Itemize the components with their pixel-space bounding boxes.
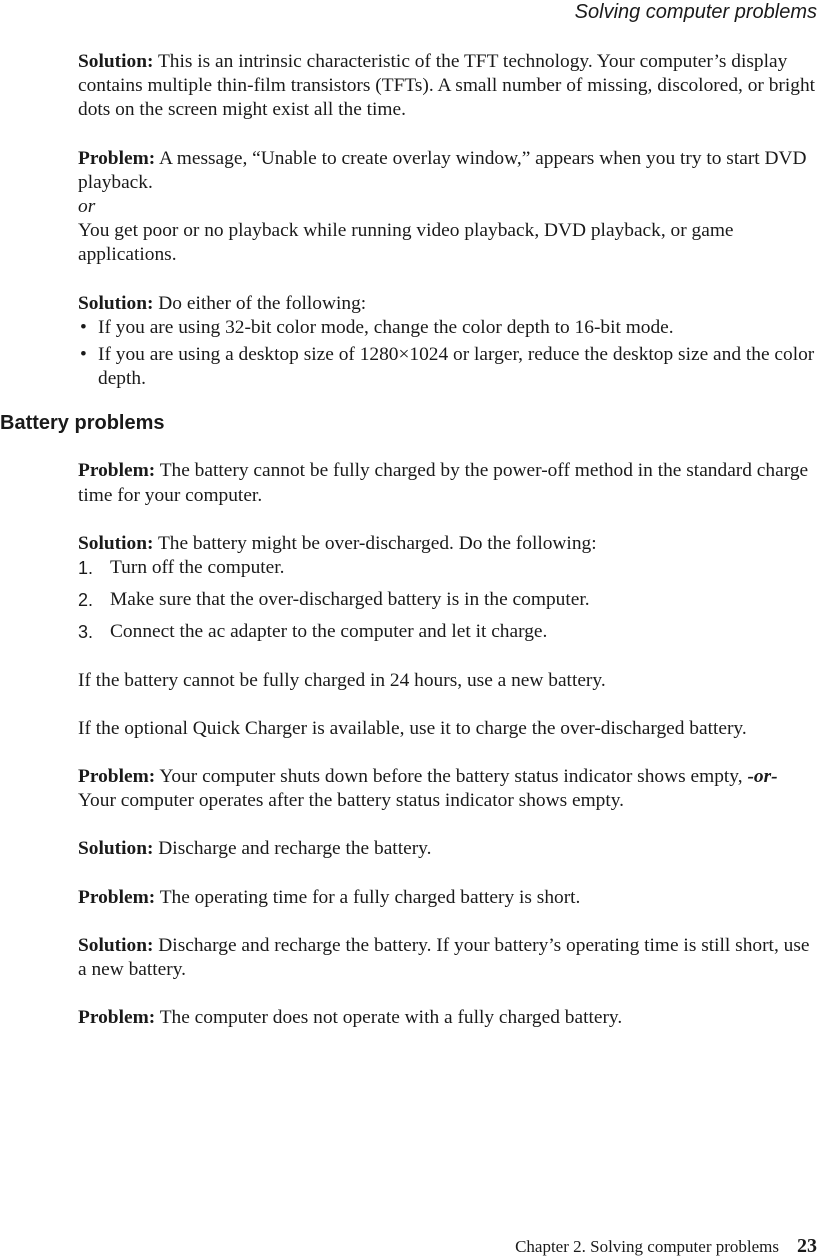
section-heading-battery-problems: Battery problems [0, 412, 165, 435]
battery-problem-1: Problem: The battery cannot be fully charged by the power-off method in the standard charge time for your computer. [78, 460, 809, 506]
list-item: • If you are using a desktop size of 1280×1024 or larger, reduce the desktop size and the color depth. [80, 344, 815, 390]
battery-problem-3: Problem: The operating time for a fully charged battery is short. [78, 886, 581, 908]
battery-solution-2: Solution: Discharge and recharge the battery. [78, 838, 432, 860]
list-item: • If you are using 32-bit color mode, change the color depth to 16-bit mode. [78, 316, 816, 340]
footer-chapter: Chapter 2. Solving computer problems [515, 1237, 779, 1256]
step-number: 3. [78, 622, 94, 643]
problem-label: Problem: [78, 460, 156, 482]
battery-problem-4: Problem: The computer does not operate with a fully charged battery. [78, 1007, 623, 1029]
battery-solution-1: Solution: The battery might be over-discharged. Do the following: [78, 532, 597, 554]
running-header: Solving computer problems [574, 1, 817, 23]
list-item: 3. Connect the ac adapter to the computer and let it charge. [78, 620, 816, 644]
display-solution-1-text: This is an intrinsic characteristic of the TFT technology. Your computer’s display contains multiple thin-film transistors (TFTs). A small number of missing, discolored, or bright dots on the screen might exist all the time. [78, 51, 816, 121]
display-solution-2 [78, 292, 816, 316]
solution-label: Solution: [78, 934, 154, 956]
solution-bullet-list [78, 316, 816, 392]
or-separator: or [78, 196, 96, 218]
battery-note-2: If the optional Quick Charger is available, use it to charge the over-discharged battery. [78, 717, 747, 739]
solution-label: Solution: [78, 532, 154, 554]
display-problem-2 [78, 147, 816, 268]
problem-label: Problem: [78, 147, 156, 169]
display-problem-2-text: A message, “Unable to create overlay window,” appears when you try to start DVD playback. [78, 147, 807, 193]
bullet-marker: • [80, 344, 87, 366]
page-footer [515, 1236, 817, 1257]
solution-label: Solution: [78, 292, 154, 314]
page-content [0, 50, 816, 1054]
problem-label: Problem: [78, 766, 156, 788]
list-item: 1. Turn off the computer. [78, 556, 816, 580]
problem-label: Problem: [78, 886, 156, 908]
or-separator: -or- [747, 766, 778, 788]
bullet-marker: • [80, 316, 87, 338]
problem-label: Problem: [78, 1007, 156, 1029]
step-number: 1. [78, 558, 94, 579]
battery-solution-3: Solution: Discharge and recharge the battery. If your battery’s operating time is still short, use a new battery. [78, 934, 810, 981]
battery-steps-list [78, 556, 816, 645]
solution-label: Solution: [78, 51, 154, 72]
list-item: 2. Make sure that the over-discharged battery is in the computer. [78, 588, 816, 612]
display-solution-2-text: Do either of the following: [158, 292, 367, 314]
display-problem-2-alt-text: You get poor or no playback while running video playback, DVD playback, or game applications. [78, 220, 734, 266]
display-solution-1 [78, 50, 816, 123]
solution-label: Solution: [78, 838, 154, 860]
page-number: 23 [797, 1235, 817, 1257]
battery-problem-2: Problem: Your computer shuts down before the battery status indicator shows empty, -or- Your computer operates after the battery status indicator shows empty. [78, 766, 778, 812]
step-number: 2. [78, 590, 94, 611]
battery-note-1: If the battery cannot be fully charged in 24 hours, use a new battery. [78, 669, 606, 691]
